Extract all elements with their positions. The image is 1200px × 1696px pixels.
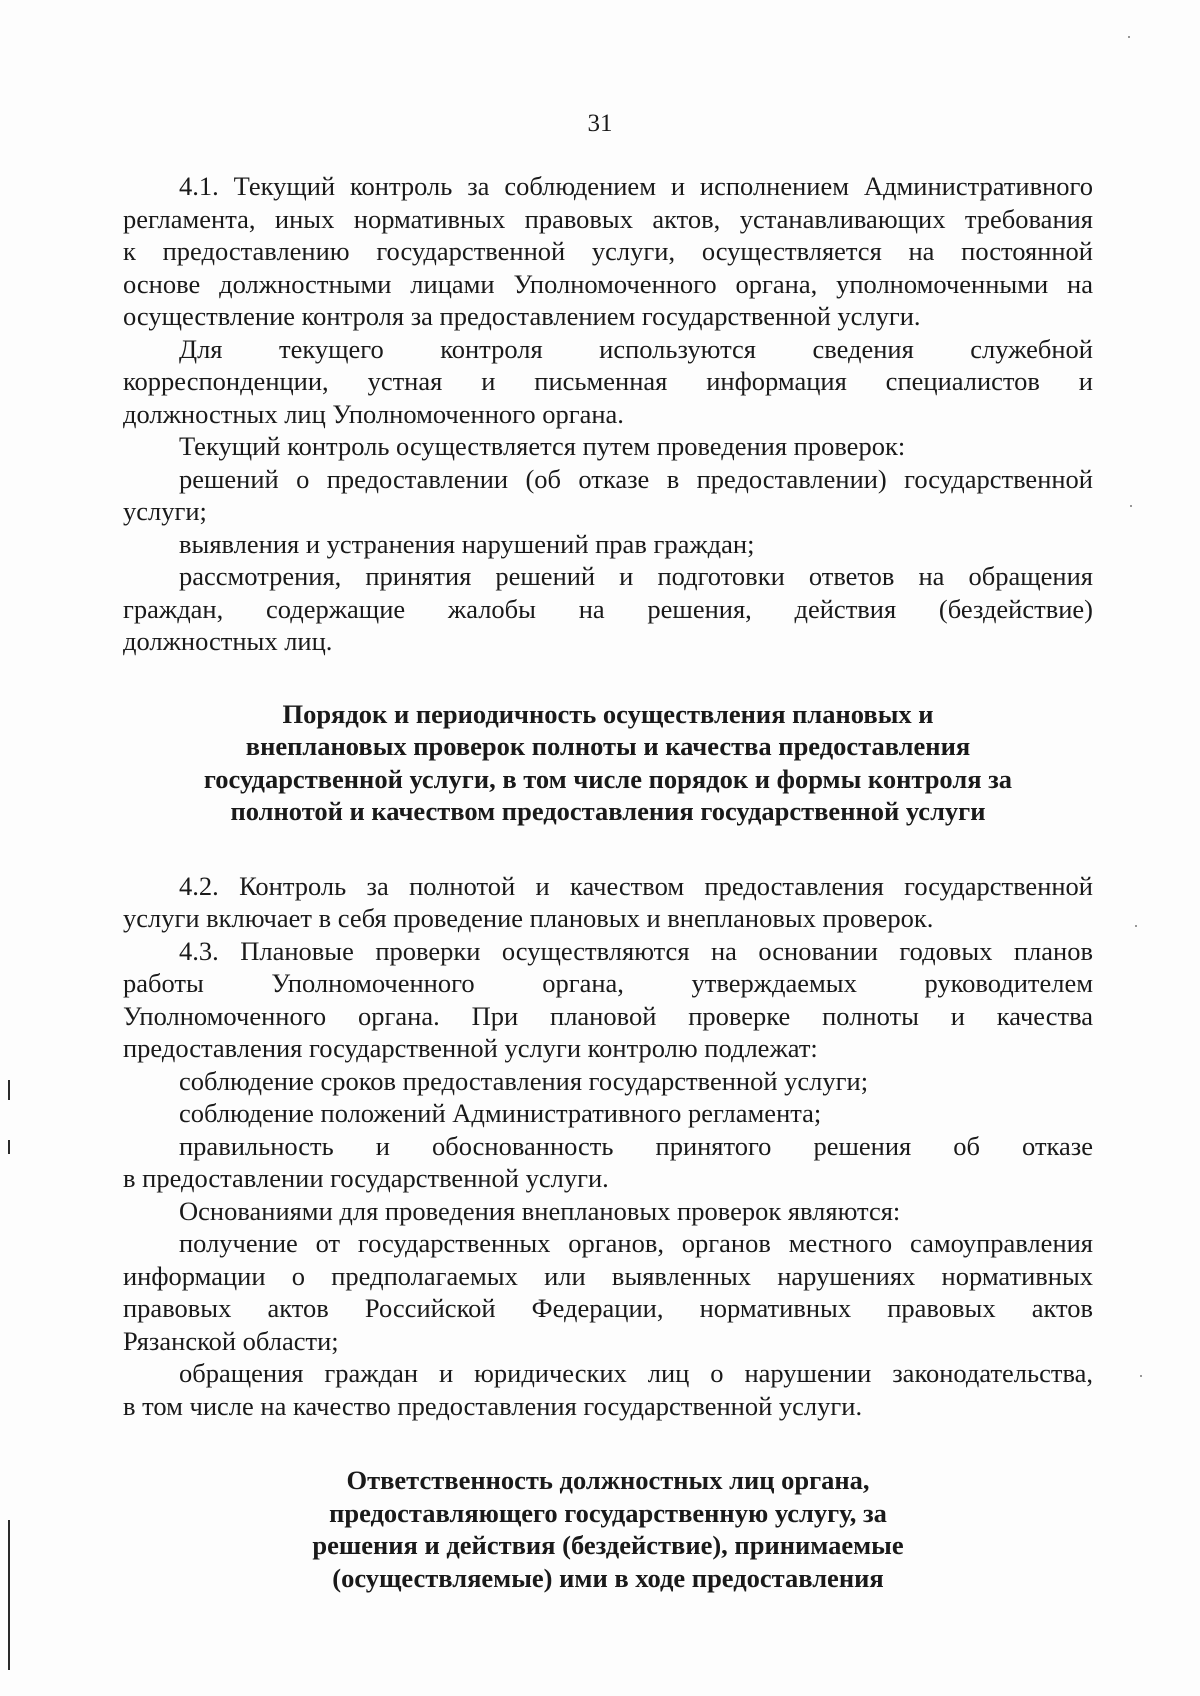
paragraph: [123, 430, 1093, 463]
text-line: в том числе на качество предоставления государственной услуги.: [123, 1390, 863, 1421]
text-line: основе должностными лицами Уполномоченного органа, уполномоченными на: [123, 268, 1093, 299]
text-line: Текущий контроль осуществляется путем проведения проверок:: [179, 431, 906, 461]
paragraph: [123, 935, 1093, 1065]
scan-edge-mark: [8, 1520, 10, 1670]
text-line: выявления и устранения нарушений прав граждан;: [179, 528, 755, 559]
scan-speck: [1135, 925, 1137, 927]
text-line: должностных лиц Уполномоченного органа.: [123, 398, 624, 429]
text-line: должностных лиц.: [123, 626, 333, 656]
heading-line: (осуществляемые) ими в ходе предоставления: [332, 1562, 884, 1593]
text-line: в предоставлении государственной услуги.: [123, 1163, 609, 1193]
text-line: правильность и обоснованность принятого решения об отказе: [179, 1130, 1093, 1161]
paragraph: [123, 560, 1093, 658]
heading-line: решения и действия (бездействие), принимаемые: [312, 1530, 904, 1560]
paragraph: [123, 1065, 1093, 1098]
text-line: корреспонденции, устная и письменная информация специалистов и: [123, 366, 1093, 396]
text-line: Для текущего контроля используются сведения служебной: [179, 333, 1093, 364]
paragraph: [123, 528, 1093, 561]
paragraph: [123, 1195, 1093, 1228]
text-line: к предоставлению государственной услуги, осуществляется на постоянной: [123, 236, 1093, 266]
scan-edge-mark: [8, 1140, 10, 1154]
text-line: рассмотрения, принятия решений и подготовки ответов на обращения: [179, 561, 1093, 591]
paragraph: [123, 1227, 1093, 1357]
text-line: обращения граждан и юридических лиц о нарушении законодательства,: [179, 1358, 1093, 1388]
scan-speck: [1128, 36, 1130, 38]
text-line: Рязанской области;: [123, 1325, 339, 1356]
text-line: осуществление контроля за предоставлением государственной услуги.: [123, 301, 921, 331]
text-line: соблюдение положений Административного регламента;: [179, 1098, 822, 1128]
paragraph: [123, 170, 1093, 333]
text-line: информации о предполагаемых или выявленных нарушениях нормативных: [123, 1260, 1093, 1291]
section-heading: [123, 1464, 1093, 1594]
page-number: 31: [587, 110, 613, 137]
text-line: предоставления государственной услуги контролю подлежат:: [123, 1033, 818, 1063]
paragraph: [123, 1130, 1093, 1195]
scan-edge-mark: [8, 1080, 10, 1100]
text-line: Уполномоченного органа. При плановой проверке полноты и качества: [123, 1000, 1093, 1031]
text-line: 4.2. Контроль за полнотой и качеством предоставления государственной: [179, 870, 1093, 901]
heading-line: государственной услуги, в том числе порядок и формы контроля за: [203, 763, 1013, 794]
scan-speck: [1130, 505, 1132, 507]
scan-speck: [1140, 1375, 1142, 1377]
text-line: услуги;: [123, 496, 207, 526]
text-line: 4.1. Текущий контроль за соблюдением и исполнением Административного: [179, 171, 1093, 201]
text-line: Основаниями для проведения внеплановых проверок являются:: [179, 1195, 901, 1226]
text-line: соблюдение сроков предоставления государственной услуги;: [179, 1065, 869, 1096]
text-line: услуги включает в себя проведение плановых и внеплановых проверок.: [123, 903, 934, 933]
paragraph: [123, 463, 1093, 528]
text-line: получение от государственных органов, органов местного самоуправления: [179, 1228, 1093, 1258]
text-line: 4.3. Плановые проверки осуществляются на основании годовых планов: [179, 935, 1093, 966]
section-heading: [123, 698, 1093, 828]
paragraph: [123, 870, 1093, 935]
paragraph: [123, 1097, 1093, 1130]
heading-line: Порядок и периодичность осуществления плановых и: [282, 698, 934, 729]
paragraph: [123, 333, 1093, 431]
paragraph: [123, 1357, 1093, 1422]
heading-line: предоставляющего государственную услугу, за: [329, 1497, 887, 1528]
document-body: [123, 170, 1093, 1594]
text-line: правовых актов Российской Федерации, нормативных правовых актов: [123, 1293, 1093, 1323]
text-line: работы Уполномоченного органа, утверждаемых руководителем: [123, 968, 1093, 998]
heading-line: полнотой и качеством предоставления государственной услуги: [230, 796, 986, 826]
text-line: граждан, содержащие жалобы на решения, действия (бездействие): [123, 593, 1093, 624]
text-line: регламента, иных нормативных правовых актов, устанавливающих требования: [123, 203, 1093, 234]
text-line: решений о предоставлении (об отказе в предоставлении) государственной: [179, 463, 1093, 494]
heading-line: внеплановых проверок полноты и качества предоставления: [245, 731, 971, 761]
heading-line: Ответственность должностных лиц органа,: [346, 1465, 870, 1495]
